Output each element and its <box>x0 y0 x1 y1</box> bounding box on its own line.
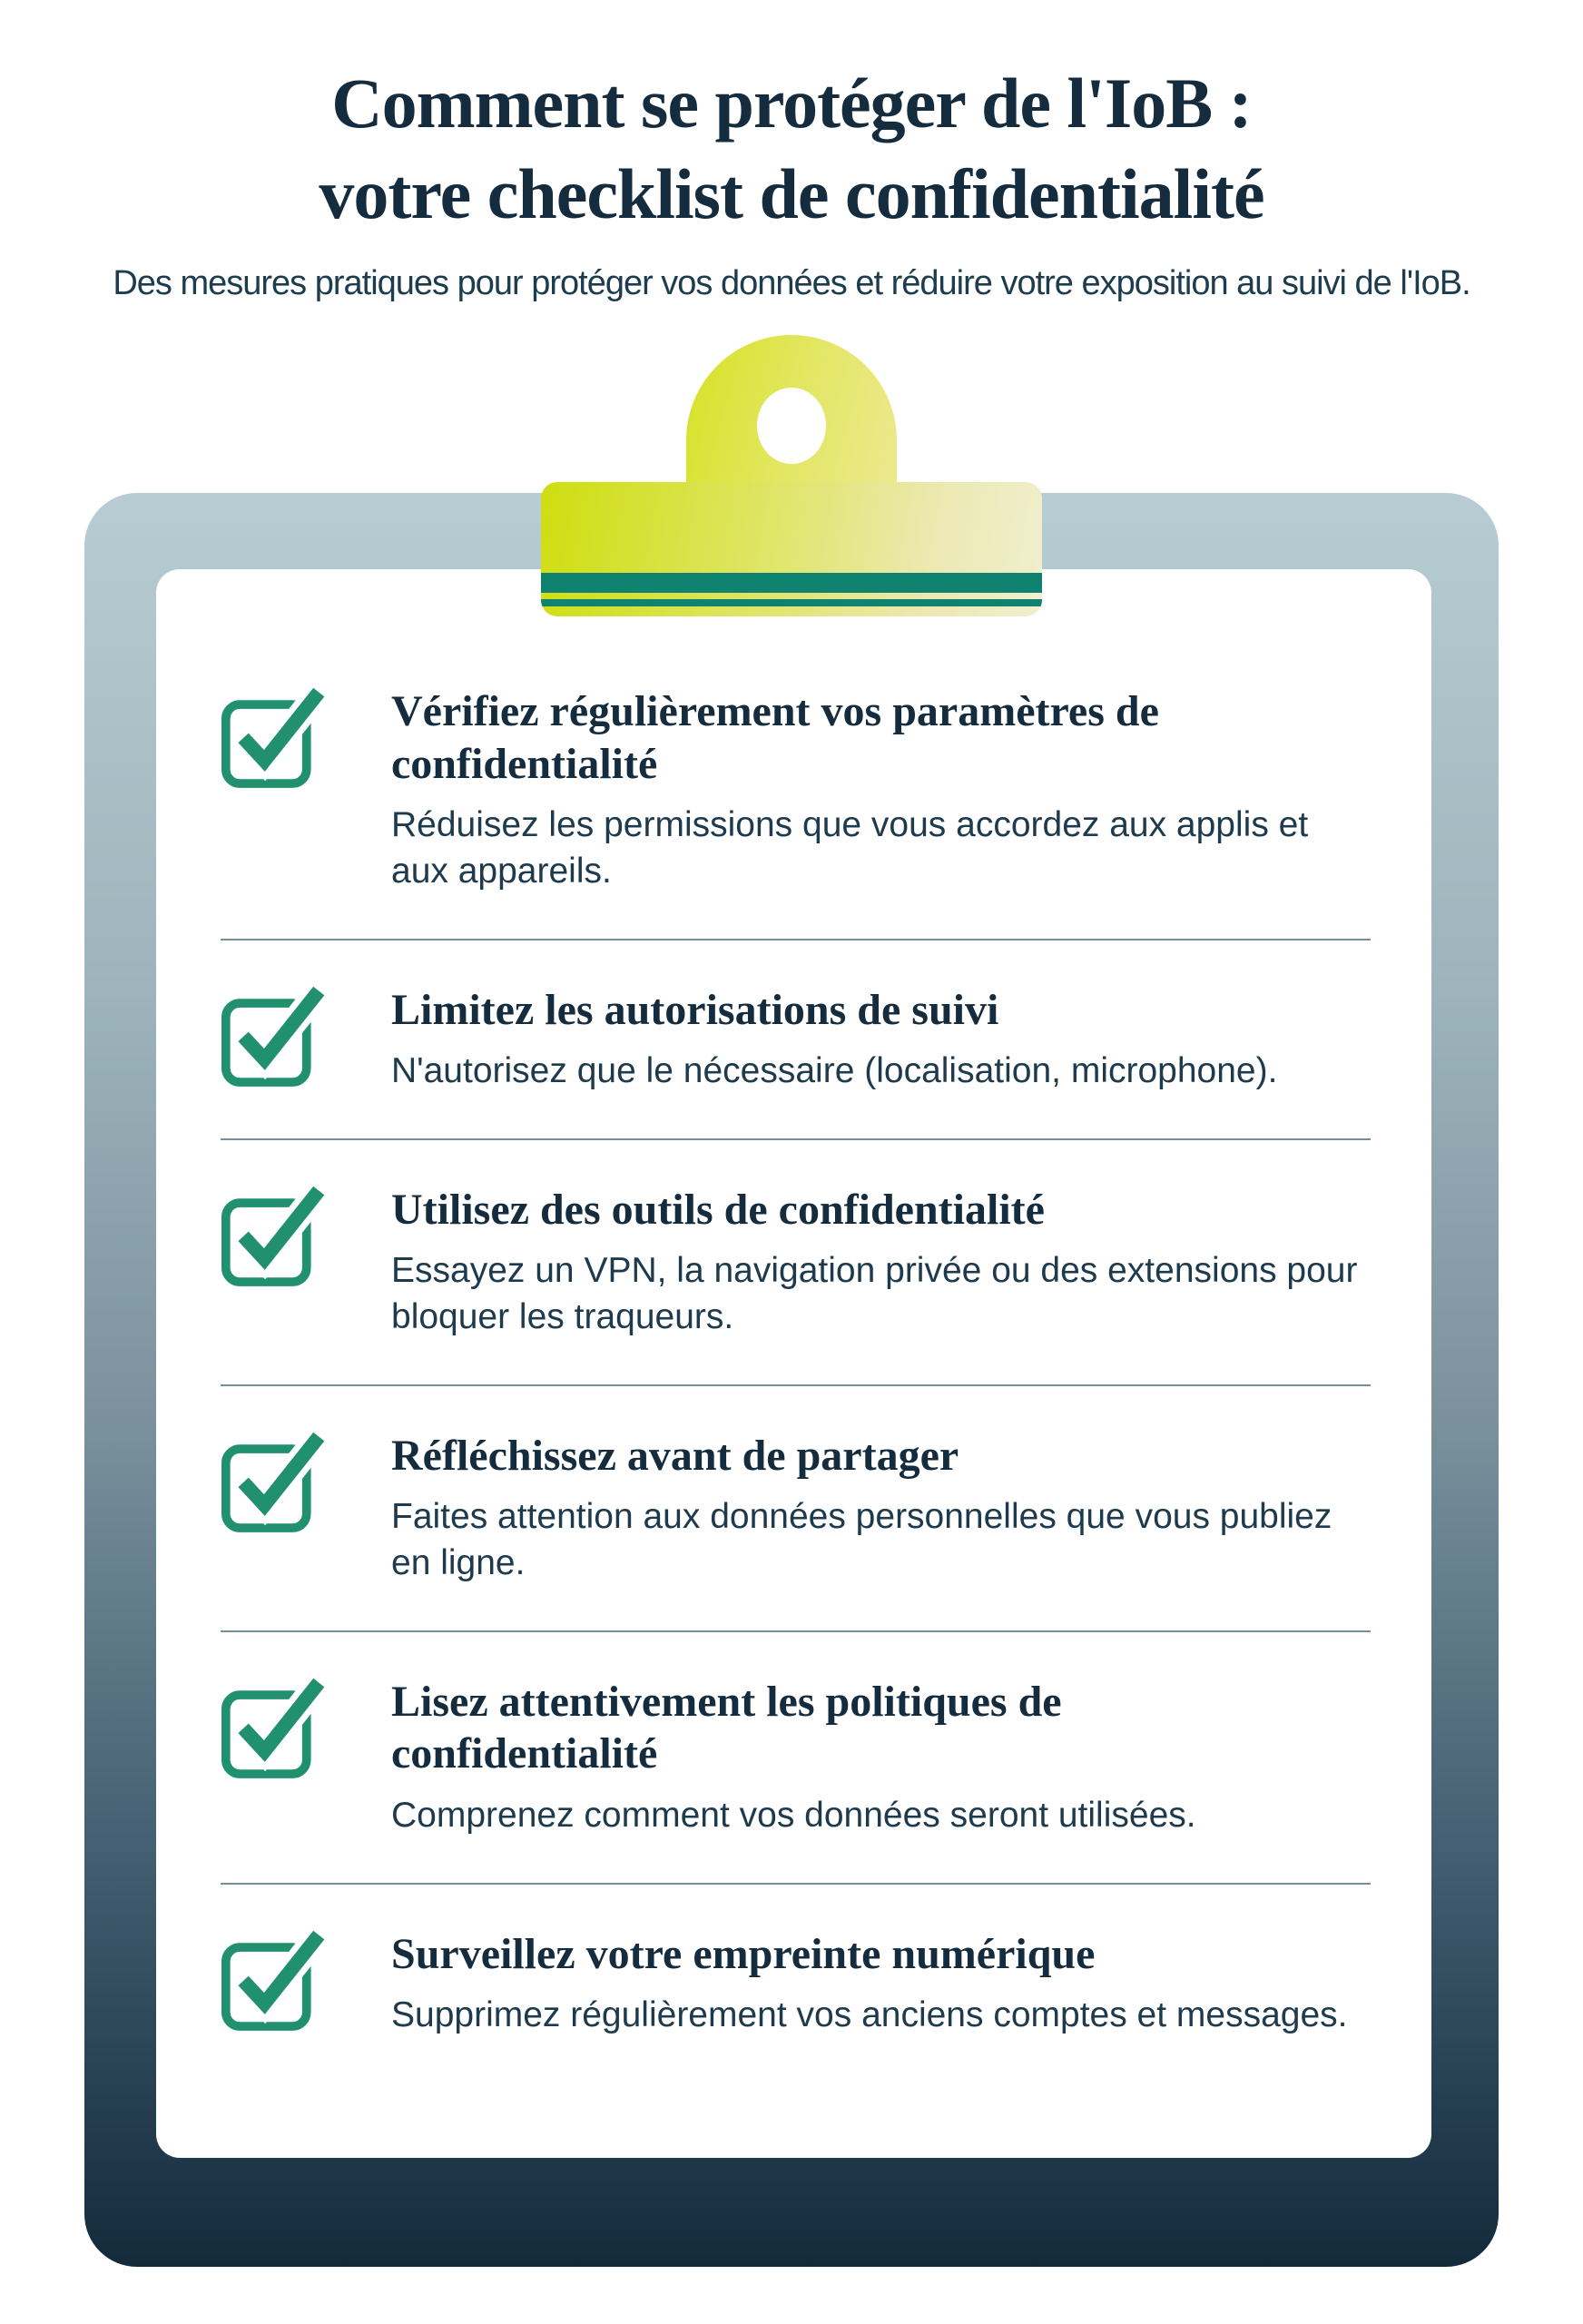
divider <box>221 1384 1371 1386</box>
checklist-item-description: Comprenez comment vos données seront utilisées. <box>391 1796 1196 1836</box>
clipboard-clip-arch <box>686 335 897 498</box>
checkbox-checked-icon <box>221 1175 326 1289</box>
clip-yellow-gap <box>541 593 1042 599</box>
checklist-item-text <box>391 1430 1371 1587</box>
checklist-item-title: Utilisez des outils de confidentialité <box>391 1185 1045 1234</box>
checklist-item <box>221 1928 1371 2039</box>
checklist-item-text <box>391 1928 1371 2039</box>
checklist-item-text <box>391 1676 1371 1839</box>
clipboard-clip-hole <box>757 388 826 464</box>
divider <box>221 1138 1371 1140</box>
checklist-card <box>156 569 1431 2158</box>
divider <box>221 1883 1371 1885</box>
clipboard <box>84 493 1499 2267</box>
checklist-item-description: Faites attention aux données personnelles que vous publiez en ligne. <box>391 1497 1332 1583</box>
page-title-line1: Comment se protéger de l'IoB : <box>331 64 1252 143</box>
page-subtitle: Des mesures pratiques pour protéger vos données et réduire votre exposition au suivi de l'IoB. <box>113 263 1470 302</box>
checklist-item <box>221 1676 1371 1839</box>
checkbox-checked-icon <box>221 1421 326 1535</box>
checkbox-checked-icon <box>221 975 326 1089</box>
checklist-item-title: Limitez les autorisations de suivi <box>391 985 999 1034</box>
clip-yellow-bottom <box>541 606 1042 616</box>
header <box>0 0 1583 306</box>
clip-teal-stripe-thin <box>541 599 1042 606</box>
checklist-item <box>221 984 1371 1095</box>
page-title-line2: votre checklist de confidentialité <box>319 153 1264 233</box>
checklist-item <box>221 685 1371 895</box>
checklist-item-description: Supprimez régulièrement vos anciens comptes et messages. <box>391 1995 1348 2035</box>
checkbox-checked-icon <box>221 1919 326 2034</box>
checklist-item-title: Vérifiez régulièrement vos paramètres de confidentialité <box>391 687 1159 788</box>
checklist-item-description: Essayez un VPN, la navigation privée ou des extensions pour bloquer les traqueurs. <box>391 1251 1358 1337</box>
checkbox-checked-icon <box>221 1667 326 1781</box>
checklist-item-description: N'autorisez que le nécessaire (localisation, microphone). <box>391 1051 1278 1091</box>
clipboard-clip <box>541 482 1042 616</box>
checklist-item <box>221 1184 1371 1341</box>
checkbox-checked-icon <box>221 676 326 791</box>
checklist-item-description: Réduisez les permissions que vous accordez aux applis et aux appareils. <box>391 805 1309 891</box>
page-title <box>0 58 1583 240</box>
checklist-item-text <box>391 1184 1371 1341</box>
checklist-item-title: Surveillez votre empreinte numérique <box>391 1929 1096 1978</box>
checklist-item-title: Réfléchissez avant de partager <box>391 1431 959 1480</box>
checklist-item <box>221 1430 1371 1587</box>
clip-yellow-band <box>541 482 1042 573</box>
checklist-item-title: Lisez attentivement les politiques de confidentialité <box>391 1677 1062 1778</box>
checklist-item-text <box>391 984 1371 1095</box>
checklist-item-text <box>391 685 1371 895</box>
divider <box>221 939 1371 940</box>
divider <box>221 1630 1371 1632</box>
clip-teal-stripe-thick <box>541 573 1042 593</box>
